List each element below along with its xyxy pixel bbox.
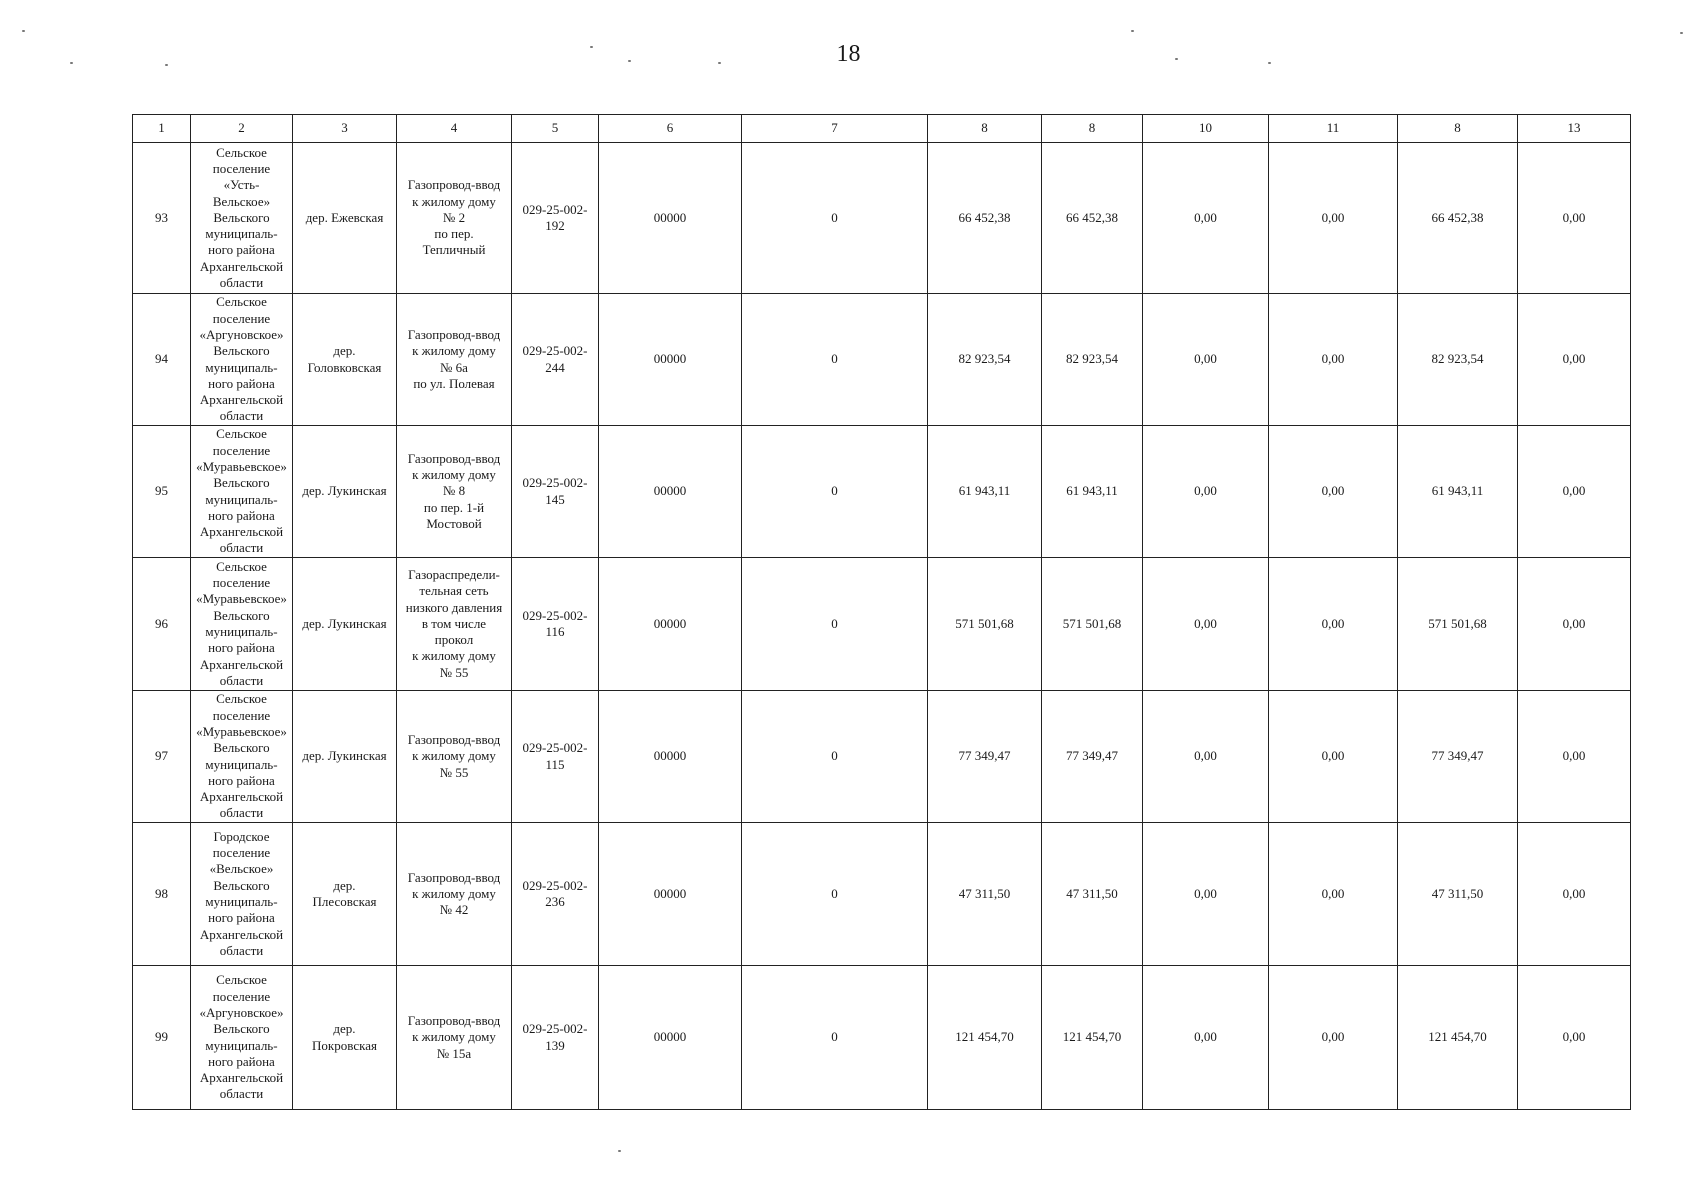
col9-cell: 61 943,11 <box>1042 426 1143 558</box>
col12-cell: 47 311,50 <box>1398 823 1518 966</box>
col6-cell: 00000 <box>599 966 742 1110</box>
scan-speck <box>628 60 631 62</box>
col7-cell: 0 <box>742 823 928 966</box>
col12-cell: 571 501,68 <box>1398 558 1518 691</box>
col9-cell: 571 501,68 <box>1042 558 1143 691</box>
header-cell: 8 <box>1042 115 1143 143</box>
row-number-cell: 98 <box>133 823 191 966</box>
col6-cell: 00000 <box>599 426 742 558</box>
col8-cell: 61 943,11 <box>928 426 1042 558</box>
col10-cell: 0,00 <box>1143 294 1269 426</box>
object-cell: Газопровод-ввод к жилому дому № 42 <box>397 823 512 966</box>
scan-speck <box>165 64 168 66</box>
col9-cell: 121 454,70 <box>1042 966 1143 1110</box>
col7-cell: 0 <box>742 294 928 426</box>
scan-speck <box>70 62 73 64</box>
code-cell: 029-25-002- 236 <box>512 823 599 966</box>
col6-cell: 00000 <box>599 294 742 426</box>
object-cell: Газопровод-ввод к жилому дому № 8 по пер. 1-й Мостовой <box>397 426 512 558</box>
scan-speck <box>618 1150 621 1152</box>
col12-cell: 77 349,47 <box>1398 691 1518 823</box>
col9-cell: 82 923,54 <box>1042 294 1143 426</box>
locality-cell: дер. Покровская <box>293 966 397 1110</box>
locality-cell: дер. Ежевская <box>293 143 397 294</box>
col11-cell: 0,00 <box>1269 143 1398 294</box>
settlement-cell: Сельское поселение «Муравьевское» Вельского муниципаль- ного района Архангельской области <box>191 426 293 558</box>
col7-cell: 0 <box>742 691 928 823</box>
col6-cell: 00000 <box>599 558 742 691</box>
col12-cell: 82 923,54 <box>1398 294 1518 426</box>
table-row <box>133 823 1631 966</box>
scan-speck <box>590 46 593 48</box>
row-number-cell: 94 <box>133 294 191 426</box>
settlement-cell: Городское поселение «Вельское» Вельского муниципаль- ного района Архангельской области <box>191 823 293 966</box>
locality-cell: дер. Лукинская <box>293 558 397 691</box>
header-cell: 4 <box>397 115 512 143</box>
header-cell: 3 <box>293 115 397 143</box>
table-row <box>133 691 1631 823</box>
col10-cell: 0,00 <box>1143 426 1269 558</box>
table-row <box>133 143 1631 294</box>
table-row <box>133 294 1631 426</box>
col8-cell: 66 452,38 <box>928 143 1042 294</box>
header-cell: 11 <box>1269 115 1398 143</box>
header-cell: 13 <box>1518 115 1631 143</box>
col13-cell: 0,00 <box>1518 558 1631 691</box>
col13-cell: 0,00 <box>1518 143 1631 294</box>
page-number: 18 <box>836 41 861 67</box>
col12-cell: 66 452,38 <box>1398 143 1518 294</box>
row-number-cell: 99 <box>133 966 191 1110</box>
header-cell: 7 <box>742 115 928 143</box>
scan-speck <box>1680 32 1683 34</box>
col8-cell: 77 349,47 <box>928 691 1042 823</box>
col10-cell: 0,00 <box>1143 966 1269 1110</box>
row-number-cell: 95 <box>133 426 191 558</box>
col11-cell: 0,00 <box>1269 558 1398 691</box>
col7-cell: 0 <box>742 426 928 558</box>
col6-cell: 00000 <box>599 823 742 966</box>
table-row <box>133 558 1631 691</box>
row-number-cell: 93 <box>133 143 191 294</box>
col11-cell: 0,00 <box>1269 426 1398 558</box>
scan-speck <box>1268 62 1271 64</box>
col11-cell: 0,00 <box>1269 691 1398 823</box>
header-cell: 5 <box>512 115 599 143</box>
code-cell: 029-25-002- 115 <box>512 691 599 823</box>
header-cell: 8 <box>928 115 1042 143</box>
object-cell: Газопровод-ввод к жилому дому № 2 по пер. Тепличный <box>397 143 512 294</box>
object-cell: Газопровод-ввод к жилому дому № 55 <box>397 691 512 823</box>
header-cell: 2 <box>191 115 293 143</box>
settlement-cell: Сельское поселение «Аргуновское» Вельского муниципаль- ного района Архангельской области <box>191 294 293 426</box>
col10-cell: 0,00 <box>1143 823 1269 966</box>
scan-speck <box>718 62 721 64</box>
code-cell: 029-25-002- 116 <box>512 558 599 691</box>
col6-cell: 00000 <box>599 143 742 294</box>
code-cell: 029-25-002- 145 <box>512 426 599 558</box>
header-row <box>133 115 1631 143</box>
header-cell: 6 <box>599 115 742 143</box>
locality-cell: дер. Плесовская <box>293 823 397 966</box>
col7-cell: 0 <box>742 966 928 1110</box>
row-number-cell: 97 <box>133 691 191 823</box>
code-cell: 029-25-002- 244 <box>512 294 599 426</box>
col9-cell: 47 311,50 <box>1042 823 1143 966</box>
col13-cell: 0,00 <box>1518 691 1631 823</box>
locality-cell: дер. Лукинская <box>293 691 397 823</box>
col6-cell: 00000 <box>599 691 742 823</box>
col13-cell: 0,00 <box>1518 426 1631 558</box>
row-number-cell: 96 <box>133 558 191 691</box>
col13-cell: 0,00 <box>1518 966 1631 1110</box>
col8-cell: 47 311,50 <box>928 823 1042 966</box>
col9-cell: 66 452,38 <box>1042 143 1143 294</box>
col7-cell: 0 <box>742 143 928 294</box>
col8-cell: 571 501,68 <box>928 558 1042 691</box>
object-cell: Газораспредели- тельная сеть низкого давления в том числе прокол к жилому дому № 55 <box>397 558 512 691</box>
col9-cell: 77 349,47 <box>1042 691 1143 823</box>
col13-cell: 0,00 <box>1518 294 1631 426</box>
table-row <box>133 426 1631 558</box>
scan-speck <box>22 30 25 32</box>
object-cell: Газопровод-ввод к жилому дому № 15а <box>397 966 512 1110</box>
col12-cell: 61 943,11 <box>1398 426 1518 558</box>
table-row <box>133 966 1631 1110</box>
object-cell: Газопровод-ввод к жилому дому № 6а по ул. Полевая <box>397 294 512 426</box>
col11-cell: 0,00 <box>1269 294 1398 426</box>
header-cell: 1 <box>133 115 191 143</box>
settlement-cell: Сельское поселение «Усть- Вельское» Вельского муниципаль- ного района Архангельской области <box>191 143 293 294</box>
settlement-cell: Сельское поселение «Муравьевское» Вельского муниципаль- ного района Архангельской области <box>191 558 293 691</box>
header-cell: 8 <box>1398 115 1518 143</box>
col11-cell: 0,00 <box>1269 823 1398 966</box>
code-cell: 029-25-002- 192 <box>512 143 599 294</box>
locality-cell: дер. Головковская <box>293 294 397 426</box>
col10-cell: 0,00 <box>1143 143 1269 294</box>
data-table <box>132 114 1631 1110</box>
settlement-cell: Сельское поселение «Муравьевское» Вельского муниципаль- ного района Архангельской области <box>191 691 293 823</box>
header-cell: 10 <box>1143 115 1269 143</box>
col13-cell: 0,00 <box>1518 823 1631 966</box>
col10-cell: 0,00 <box>1143 558 1269 691</box>
col11-cell: 0,00 <box>1269 966 1398 1110</box>
code-cell: 029-25-002- 139 <box>512 966 599 1110</box>
scan-speck <box>1175 58 1178 60</box>
col8-cell: 82 923,54 <box>928 294 1042 426</box>
settlement-cell: Сельское поселение «Аргуновское» Вельского муниципаль- ного района Архангельской области <box>191 966 293 1110</box>
col12-cell: 121 454,70 <box>1398 966 1518 1110</box>
locality-cell: дер. Лукинская <box>293 426 397 558</box>
col10-cell: 0,00 <box>1143 691 1269 823</box>
col7-cell: 0 <box>742 558 928 691</box>
scan-speck <box>1131 30 1134 32</box>
col8-cell: 121 454,70 <box>928 966 1042 1110</box>
